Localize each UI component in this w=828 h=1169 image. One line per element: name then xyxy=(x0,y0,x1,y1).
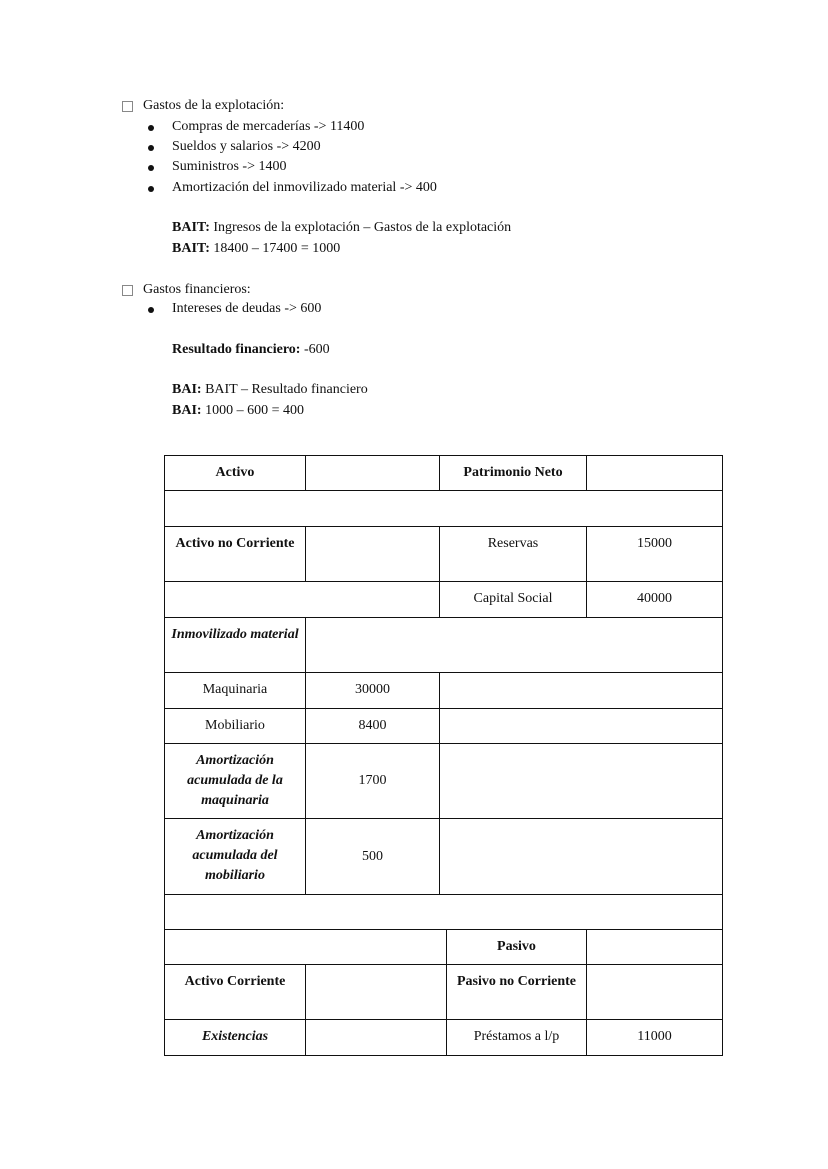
mobiliario-value: 8400 xyxy=(306,709,440,744)
empty-cell xyxy=(165,930,447,965)
table-row xyxy=(165,744,723,819)
activo-corriente-label: Activo Corriente xyxy=(165,965,306,1020)
bait-formula-line xyxy=(172,219,511,237)
list-item: Compras de mercaderías -> 11400 xyxy=(172,119,365,134)
pasivo-no-corriente-label: Pasivo no Corriente xyxy=(447,965,587,1020)
balance-sheet-table xyxy=(164,455,723,1056)
resultado-financiero-line xyxy=(172,341,330,359)
existencias-label: Existencias xyxy=(165,1020,306,1056)
rf-value: -600 xyxy=(303,342,330,357)
empty-cell xyxy=(440,819,723,895)
empty-cell xyxy=(165,582,440,618)
amort-mobiliario-value: 500 xyxy=(306,819,440,895)
capital-social-value: 40000 xyxy=(587,582,723,618)
capital-social-label: Capital Social xyxy=(440,582,587,618)
spacer-row xyxy=(165,491,723,527)
maquinaria-label: Maquinaria xyxy=(165,673,306,709)
mobiliario-label: Mobiliario xyxy=(165,709,306,744)
checkbox-icon xyxy=(122,285,133,296)
bait-calc-line xyxy=(172,240,340,258)
reservas-value: 15000 xyxy=(587,527,723,582)
bait-label: BAIT: xyxy=(172,241,210,256)
section-title: Gastos de la explotación: xyxy=(143,98,285,113)
table-row xyxy=(165,1020,723,1056)
activo-header: Activo xyxy=(165,456,306,491)
empty-cell xyxy=(440,709,723,744)
table-row xyxy=(165,930,723,965)
table-row xyxy=(165,819,723,895)
bai-label: BAI: xyxy=(172,403,202,418)
prestamos-label: Préstamos a l/p xyxy=(447,1020,587,1056)
empty-cell xyxy=(306,965,447,1020)
table-row xyxy=(165,456,723,491)
bai-formula: BAIT – Resultado financiero xyxy=(205,382,368,397)
table-row xyxy=(165,673,723,709)
bait-calc: 18400 – 17400 = 1000 xyxy=(213,241,341,256)
bai-calc-line xyxy=(172,402,304,420)
table-row xyxy=(165,895,723,930)
bait-formula: Ingresos de la explotación – Gastos de la explotación xyxy=(213,220,512,235)
bai-calc: 1000 – 600 = 400 xyxy=(205,403,304,418)
empty-cell xyxy=(440,673,723,709)
amort-maquinaria-label: Amortización acumulada de la maquinaria xyxy=(165,744,306,819)
list-item: Sueldos y salarios -> 4200 xyxy=(172,139,321,154)
list-item: Intereses de deudas -> 600 xyxy=(172,301,322,316)
section-title: Gastos financieros: xyxy=(143,282,251,297)
empty-cell xyxy=(587,930,723,965)
bai-formula-line xyxy=(172,381,368,399)
list-item: Suministros -> 1400 xyxy=(172,159,287,174)
amort-mobiliario-label: Amortización acumulada del mobiliario xyxy=(165,819,306,895)
amort-maquinaria-value: 1700 xyxy=(306,744,440,819)
patrimonio-neto-header: Patrimonio Neto xyxy=(440,456,587,491)
checkbox-icon xyxy=(122,101,133,112)
bullet-icon xyxy=(148,145,154,151)
empty-cell xyxy=(306,1020,447,1056)
prestamos-value: 11000 xyxy=(587,1020,723,1056)
reservas-label: Reservas xyxy=(440,527,587,582)
inmovilizado-material-label: Inmovilizado material xyxy=(165,618,306,673)
empty-cell xyxy=(306,527,440,582)
table-row xyxy=(165,491,723,527)
empty-cell xyxy=(587,965,723,1020)
empty-cell xyxy=(440,744,723,819)
rf-label: Resultado financiero: xyxy=(172,342,301,357)
bait-label: BAIT: xyxy=(172,220,210,235)
list-item: Amortización del inmovilizado material -> 400 xyxy=(172,180,437,195)
activo-no-corriente-label: Activo no Corriente xyxy=(165,527,306,582)
bullet-icon xyxy=(148,186,154,192)
empty-cell xyxy=(587,456,723,491)
table-row xyxy=(165,582,723,618)
bullet-icon xyxy=(148,307,154,313)
table-row xyxy=(165,709,723,744)
bullet-icon xyxy=(148,125,154,131)
pasivo-header: Pasivo xyxy=(447,930,587,965)
bai-label: BAI: xyxy=(172,382,202,397)
maquinaria-value: 30000 xyxy=(306,673,440,709)
spacer-row xyxy=(165,895,723,930)
empty-cell xyxy=(306,456,440,491)
table-row xyxy=(165,527,723,582)
table-row xyxy=(165,965,723,1020)
empty-cell xyxy=(306,618,723,673)
bullet-icon xyxy=(148,165,154,171)
table-row xyxy=(165,618,723,673)
